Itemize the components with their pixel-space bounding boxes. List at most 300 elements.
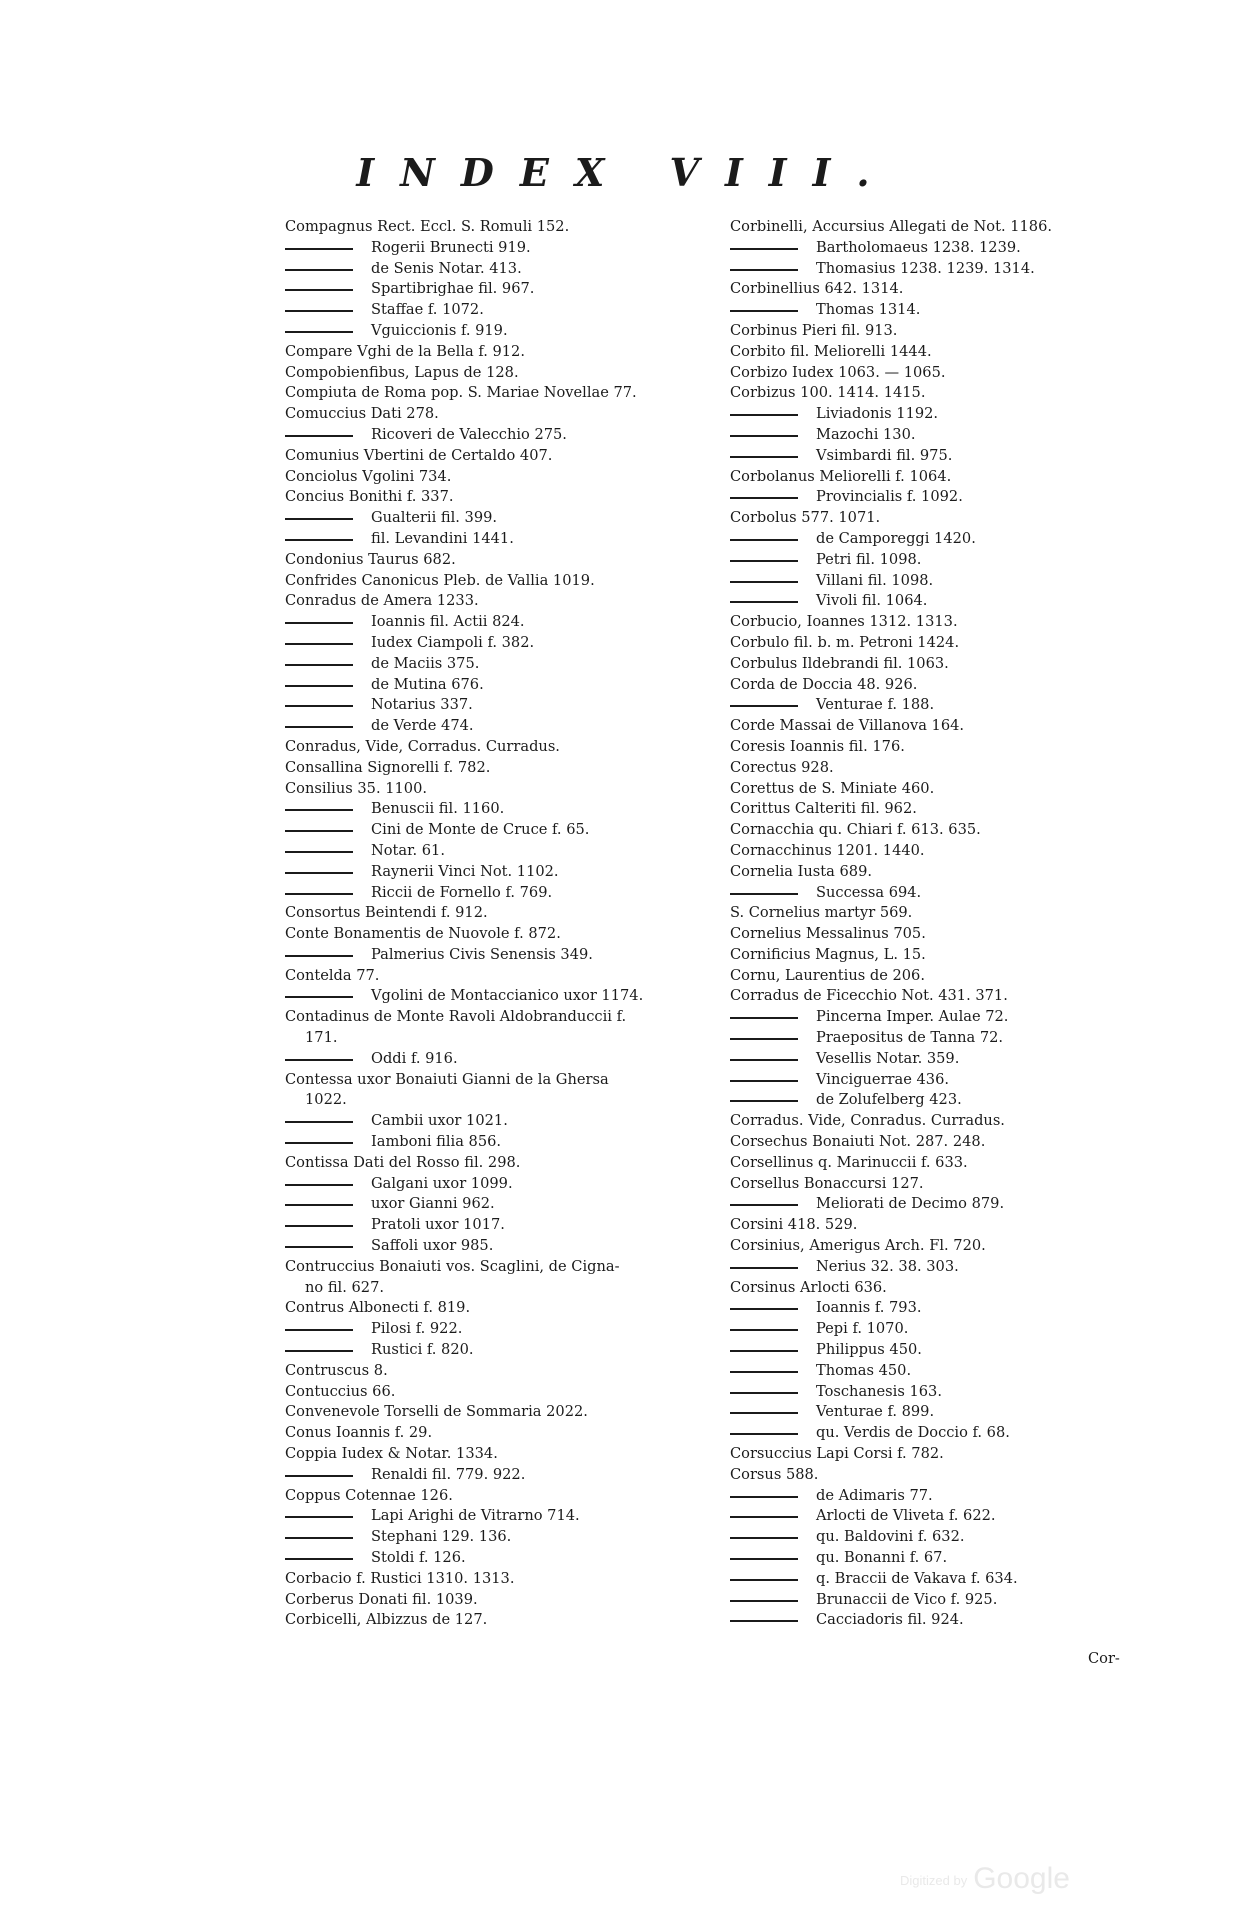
index-entry (730, 1090, 1190, 1111)
index-entry (730, 508, 1190, 529)
index-entry (730, 300, 1190, 321)
index-entry (285, 633, 745, 654)
watermark-prefix: Digitized by (900, 1872, 968, 1888)
index-entry-text: Compare Vghi de la Bella f. 912. (285, 342, 525, 360)
index-entry-text: Conus Ioannis f. 29. (285, 1424, 433, 1442)
index-entry (285, 612, 745, 633)
index-entry-text: S. Cornelius martyr 569. (730, 904, 913, 922)
index-entry-text: Cornificius Magnus, L. 15. (730, 945, 926, 963)
index-entry-text: Vsimbardi fil. 975. (816, 446, 953, 464)
ditto-dash (285, 685, 353, 687)
index-entry (730, 1569, 1190, 1590)
ditto-dash (730, 1329, 798, 1331)
index-entry-text: Vinciguerrae 436. (816, 1070, 949, 1088)
index-entry (285, 529, 745, 550)
ditto-dash (730, 1038, 798, 1040)
index-entry-text: Toschanesis 163. (816, 1382, 942, 1400)
index-entry (730, 737, 1190, 758)
index-entry (285, 1194, 745, 1215)
index-entry-text: Compagnus Rect. Eccl. S. Romuli 152. (285, 218, 570, 235)
ditto-dash (285, 331, 353, 333)
catchword: Cor- (1088, 1650, 1120, 1667)
index-entry-text: Comunius Vbertini de Certaldo 407. (285, 446, 553, 464)
index-entry (285, 841, 745, 862)
index-entry (285, 1402, 745, 1423)
index-entry-text: Renaldi fil. 779. 922. (371, 1465, 526, 1483)
index-entry (730, 799, 1190, 820)
index-entry (285, 986, 745, 1007)
index-entry (730, 945, 1190, 966)
ditto-dash (730, 435, 798, 437)
ditto-dash (730, 601, 798, 603)
index-entry-text: Corittus Calteriti fil. 962. (730, 800, 917, 818)
ditto-dash (730, 1059, 798, 1061)
index-entry-text: 1022. (305, 1091, 347, 1109)
ditto-dash (730, 1620, 798, 1622)
index-entry (730, 1028, 1190, 1049)
index-entry-text: Contruccius Bonaiuti vos. Scaglini, de Cigna- (285, 1257, 620, 1275)
ditto-dash (285, 664, 353, 666)
index-entry (285, 945, 745, 966)
index-entry-text: Contruscus 8. (285, 1361, 388, 1379)
index-entry (730, 1007, 1190, 1028)
index-entry (285, 446, 745, 467)
index-entry-text: Ricoveri de Valecchio 275. (371, 425, 567, 443)
index-entry-text: q. Braccii de Vakava f. 634. (816, 1569, 1018, 1587)
ditto-dash (730, 1350, 798, 1352)
index-entry (730, 1506, 1190, 1527)
index-entry (285, 1423, 745, 1444)
index-entry-text: Contelda 77. (285, 966, 380, 984)
ditto-dash (730, 269, 798, 271)
index-entry (730, 883, 1190, 904)
ditto-dash (285, 1516, 353, 1518)
index-entry (730, 342, 1190, 363)
index-entry-text: Nerius 32. 38. 303. (816, 1257, 959, 1275)
index-entry-text: Corbizus 100. 1414. 1415. (730, 384, 926, 402)
ditto-dash (730, 310, 798, 312)
index-entry-text: Pincerna Imper. Aulae 72. (816, 1008, 1009, 1026)
index-entry-text: Cambii uxor 1021. (371, 1112, 508, 1130)
index-entry-text: Notar. 61. (371, 841, 445, 859)
index-entry-text: Contessa uxor Bonaiuti Gianni de la Ghersa (285, 1070, 609, 1088)
index-entry-text: Iudex Ciampoli f. 382. (371, 633, 535, 651)
index-entry (285, 758, 745, 779)
ditto-dash (285, 872, 353, 874)
ditto-dash (730, 1308, 798, 1310)
index-entry (730, 550, 1190, 571)
index-entry-text: Pilosi f. 922. (371, 1320, 463, 1338)
ditto-dash (730, 1579, 798, 1581)
index-entry-text: Villani fil. 1098. (816, 571, 934, 589)
ditto-dash (730, 1371, 798, 1373)
index-entry-text: Compiuta de Roma pop. S. Mariae Novellae 77. (285, 384, 637, 402)
index-entry (285, 1444, 745, 1465)
index-entry (730, 1215, 1190, 1236)
index-entry-text: de Senis Notar. 413. (371, 259, 522, 277)
index-entry-text: Provincialis f. 1092. (816, 488, 963, 506)
ditto-dash (285, 851, 353, 853)
ditto-dash (730, 1496, 798, 1498)
index-entry-text: Corbinelli, Accursius Allegati de Not. 1186. (730, 218, 1053, 235)
ditto-dash (285, 1204, 353, 1206)
index-entry-text: de Mutina 676. (371, 675, 484, 693)
index-entry-text: Confrides Canonicus Pleb. de Vallia 1019. (285, 571, 595, 589)
index-entry-text: Palmerius Civis Senensis 349. (371, 945, 593, 963)
index-entry (730, 1153, 1190, 1174)
ditto-dash (730, 1267, 798, 1269)
index-entry-text: Corbolus 577. 1071. (730, 509, 881, 527)
index-entry (730, 1610, 1190, 1631)
ditto-dash (285, 539, 353, 541)
index-entry-text: 171. (305, 1029, 338, 1047)
index-entry-text: Consallina Signorelli f. 782. (285, 758, 491, 776)
index-entry (730, 1382, 1190, 1403)
ditto-dash (285, 1558, 353, 1560)
index-entry (285, 1257, 745, 1278)
index-entry (285, 1215, 745, 1236)
ditto-dash (285, 1142, 353, 1144)
index-entry-text: Stoldi f. 126. (371, 1549, 466, 1566)
index-entry (285, 383, 745, 404)
index-entry (730, 612, 1190, 633)
index-entry-text: Corsellus Bonaccursi 127. (730, 1174, 924, 1192)
index-entry (730, 1278, 1190, 1299)
index-entry (730, 591, 1190, 612)
index-entry (285, 675, 745, 696)
index-entry-text: Venturae f. 899. (816, 1403, 935, 1421)
watermark-brand: Google (973, 1862, 1070, 1895)
ditto-dash (285, 1350, 353, 1352)
index-entry-text: Spartibrighae fil. 967. (371, 280, 535, 298)
index-entry-text: Cini de Monte de Cruce f. 65. (371, 821, 590, 839)
index-entry (730, 675, 1190, 696)
index-entry-text: qu. Baldovini f. 632. (816, 1528, 965, 1546)
ditto-dash (285, 435, 353, 437)
index-entry-text: Corbicelli, Albizzus de 127. (285, 1611, 488, 1629)
ditto-dash (285, 1184, 353, 1186)
index-entry-text: Conte Bonamentis de Nuovole f. 872. (285, 925, 561, 943)
index-entry-text: Contrus Albonecti f. 819. (285, 1299, 471, 1317)
index-entry (285, 1028, 745, 1049)
index-entry (730, 986, 1190, 1007)
ditto-dash (285, 289, 353, 291)
index-entry (285, 1132, 745, 1153)
index-entry (730, 862, 1190, 883)
index-entry-text: Notarius 337. (371, 696, 473, 714)
index-entry (285, 467, 745, 488)
index-entry (730, 1194, 1190, 1215)
index-entry-text: Corbinus Pieri fil. 913. (730, 321, 898, 339)
index-entry (730, 654, 1190, 675)
index-entry (730, 1340, 1190, 1361)
index-entry (285, 1049, 745, 1070)
digitized-watermark (900, 1862, 1070, 1896)
index-entry (730, 1174, 1190, 1195)
index-entry-text: Corbucio, Ioannes 1312. 1313. (730, 613, 958, 631)
index-entry-text: Conradus, Vide, Corradus. Curradus. (285, 737, 560, 755)
index-entry-text: Oddi f. 916. (371, 1049, 458, 1067)
index-entry (730, 363, 1190, 384)
index-entry (285, 1070, 745, 1091)
index-entry-text: Mazochi 130. (816, 425, 916, 443)
index-entry-text: de Zolufelberg 423. (816, 1091, 962, 1109)
index-entry-text: Corradus de Ficecchio Not. 431. 371. (730, 987, 1008, 1005)
ditto-dash (730, 1080, 798, 1082)
ditto-dash (285, 248, 353, 250)
index-entry-text: Corbulus Ildebrandi fil. 1063. (730, 654, 949, 672)
index-entry-text: Petri fil. 1098. (816, 550, 922, 568)
index-entry (285, 1278, 745, 1299)
index-entry-text: Successa 694. (816, 883, 922, 901)
index-entry-text: Coppia Iudex & Notar. 1334. (285, 1445, 498, 1463)
index-entry (730, 571, 1190, 592)
index-entry (285, 1548, 745, 1569)
index-entry-text: Raynerii Vinci Not. 1102. (371, 862, 559, 880)
index-entry (285, 1111, 745, 1132)
index-entry (285, 1153, 745, 1174)
index-entry-text: Corbito fil. Meliorelli 1444. (730, 342, 932, 360)
ditto-dash (730, 456, 798, 458)
ditto-dash (285, 1537, 353, 1539)
index-entry-text: Thomasius 1238. 1239. 1314. (816, 259, 1035, 277)
index-entry (285, 321, 745, 342)
index-entry (285, 300, 745, 321)
index-entry-text: Corde Massai de Villanova 164. (730, 717, 965, 735)
index-entry-text: Liviadonis 1192. (816, 405, 939, 423)
index-entry-text: Iamboni filia 856. (371, 1133, 502, 1151)
index-entry (730, 1070, 1190, 1091)
index-entry (730, 924, 1190, 945)
index-entry (285, 924, 745, 945)
index-entry (285, 1590, 745, 1611)
index-entry (730, 446, 1190, 467)
index-entry-text: Corsellinus q. Marinuccii f. 633. (730, 1153, 968, 1171)
index-entry-text: Thomas 450. (816, 1361, 912, 1379)
index-entry-text: Rustici f. 820. (371, 1341, 474, 1359)
index-entry-text: de Verde 474. (371, 717, 474, 735)
ditto-dash (285, 310, 353, 312)
index-entry (285, 1569, 745, 1590)
index-entry (730, 1111, 1190, 1132)
index-entry-text: Corsus 588. (730, 1465, 819, 1483)
index-entry-text: uxor Gianni 962. (371, 1195, 495, 1213)
ditto-dash (730, 581, 798, 583)
index-entry-text: Corda de Doccia 48. 926. (730, 675, 918, 693)
index-entry-text: Cornelius Messalinus 705. (730, 925, 926, 943)
index-column-left (285, 217, 745, 1631)
index-entry-text: Condonius Taurus 682. (285, 550, 456, 568)
index-entry-text: Vivoli fil. 1064. (816, 592, 928, 610)
index-entry-text: Pepi f. 1070. (816, 1320, 909, 1338)
ditto-dash (730, 1600, 798, 1602)
index-entry (285, 1236, 745, 1257)
index-entry (285, 550, 745, 571)
index-entry (730, 1361, 1190, 1382)
index-entry (730, 1132, 1190, 1153)
index-entry (730, 467, 1190, 488)
index-entry-text: Staffae f. 1072. (371, 301, 484, 319)
index-entry-text: Corsini 418. 529. (730, 1216, 858, 1234)
index-entry (730, 1527, 1190, 1548)
index-entry-text: de Maciis 375. (371, 654, 480, 672)
ditto-dash (730, 248, 798, 250)
index-entry-text: Convenevole Torselli de Sommaria 2022. (285, 1403, 588, 1421)
index-entry-text: Conradus de Amera 1233. (285, 592, 479, 610)
index-entry-text: Vesellis Notar. 359. (816, 1049, 960, 1067)
index-entry-text: Corradus. Vide, Conradus. Curradus. (730, 1112, 1005, 1130)
index-entry-text: Pratoli uxor 1017. (371, 1216, 505, 1234)
ditto-dash (285, 705, 353, 707)
index-entry-text: Coresis Ioannis fil. 176. (730, 737, 905, 755)
index-entry (285, 1382, 745, 1403)
index-entry-text: qu. Verdis de Doccio f. 68. (816, 1424, 1010, 1442)
index-entry-text: Cornu, Laurentius de 206. (730, 966, 925, 984)
index-entry-text: Saffoli uxor 985. (371, 1237, 494, 1255)
index-entry (285, 966, 745, 987)
index-entry (285, 259, 745, 280)
index-entry-text: Venturae f. 188. (816, 696, 935, 714)
index-entry (730, 383, 1190, 404)
index-entry (285, 779, 745, 800)
index-entry-text: de Camporeggi 1420. (816, 529, 976, 547)
index-entry-text: Riccii de Fornello f. 769. (371, 883, 553, 901)
index-entry-text: Lapi Arighi de Vitrarno 714. (371, 1507, 580, 1525)
index-entry (285, 571, 745, 592)
ditto-dash (730, 497, 798, 499)
index-entry-text: Ioannis f. 793. (816, 1299, 922, 1317)
index-entry (730, 259, 1190, 280)
ditto-dash (730, 1017, 798, 1019)
index-entry-text: Ioannis fil. Actii 824. (371, 613, 525, 631)
ditto-dash (730, 1537, 798, 1539)
index-entry-text: Cornacchia qu. Chiari f. 613. 635. (730, 821, 981, 839)
ditto-dash (730, 1392, 798, 1394)
index-entry-text: Cornelia Iusta 689. (730, 862, 872, 880)
index-entry (285, 487, 745, 508)
ditto-dash (285, 1475, 353, 1477)
index-entry-text: no fil. 627. (305, 1278, 384, 1296)
index-entry (285, 862, 745, 883)
index-entry-text: Corsinius, Amerigus Arch. Fl. 720. (730, 1237, 986, 1255)
ditto-dash (730, 1433, 798, 1435)
index-entry-text: Cacciadoris fil. 924. (816, 1611, 964, 1629)
index-entry-text: Corsechus Bonaiuti Not. 287. 248. (730, 1133, 986, 1151)
index-entry-text: qu. Bonanni f. 67. (816, 1549, 948, 1566)
index-entry (730, 633, 1190, 654)
index-entry (285, 217, 745, 238)
index-entry (285, 1361, 745, 1382)
index-entry-text: Concius Bonithi f. 337. (285, 488, 454, 506)
index-entry (285, 1319, 745, 1340)
index-entry-text: Philippus 450. (816, 1341, 922, 1359)
ditto-dash (730, 705, 798, 707)
ditto-dash (730, 414, 798, 416)
index-entry-text: Stephani 129. 136. (371, 1528, 512, 1546)
index-entry-text: Contissa Dati del Rosso fil. 298. (285, 1153, 521, 1171)
index-entry (730, 1590, 1190, 1611)
index-entry-text: Gualterii fil. 399. (371, 509, 498, 527)
index-entry (730, 1423, 1190, 1444)
index-entry-text: Corberus Donati fil. 1039. (285, 1590, 478, 1608)
index-entry (730, 529, 1190, 550)
index-entry (285, 695, 745, 716)
index-entry (730, 716, 1190, 737)
index-entry-text: Compobienfibus, Lapus de 128. (285, 363, 519, 381)
index-entry (730, 404, 1190, 425)
index-entry-text: Brunaccii de Vico f. 925. (816, 1590, 998, 1608)
index-entry-text: Corbacio f. Rustici 1310. 1313. (285, 1569, 515, 1587)
index-entry (285, 1527, 745, 1548)
index-entry (730, 779, 1190, 800)
index-entry (285, 1340, 745, 1361)
ditto-dash (285, 1329, 353, 1331)
index-entry (730, 1548, 1190, 1569)
ditto-dash (285, 1059, 353, 1061)
index-entry (730, 1465, 1190, 1486)
index-entry-text: Corsuccius Lapi Corsi f. 782. (730, 1445, 944, 1463)
index-entry (730, 1236, 1190, 1257)
index-entry-text: Conciolus Vgolini 734. (285, 467, 452, 485)
index-entry (285, 654, 745, 675)
index-entry (285, 591, 745, 612)
index-entry-text: Contuccius 66. (285, 1382, 396, 1400)
index-entry (285, 1506, 745, 1527)
index-entry-text: Rogerii Brunecti 919. (371, 238, 531, 256)
ditto-dash (285, 830, 353, 832)
index-entry (285, 1486, 745, 1507)
index-entry-text: Vgolini de Montaccianico uxor 1174. (371, 987, 644, 1005)
ditto-dash (730, 1412, 798, 1414)
ditto-dash (730, 560, 798, 562)
index-entry (285, 279, 745, 300)
index-entry (730, 1402, 1190, 1423)
ditto-dash (285, 893, 353, 895)
index-entry (730, 1319, 1190, 1340)
index-entry-text: Contadinus de Monte Ravoli Aldobranduccii f. (285, 1008, 627, 1026)
index-entry (285, 404, 745, 425)
index-entry (730, 1444, 1190, 1465)
ditto-dash (285, 726, 353, 728)
index-entry (730, 425, 1190, 446)
index-entry-text: Praepositus de Tanna 72. (816, 1029, 1004, 1047)
index-entry (285, 508, 745, 529)
index-entry (730, 487, 1190, 508)
index-entry (730, 695, 1190, 716)
index-entry-text: Corsinus Arlocti 636. (730, 1278, 887, 1296)
index-entry (730, 217, 1190, 238)
ditto-dash (730, 1558, 798, 1560)
index-entry-text: Galgani uxor 1099. (371, 1174, 513, 1192)
ditto-dash (730, 539, 798, 541)
ditto-dash (730, 893, 798, 895)
index-entry-text: Bartholomaeus 1238. 1239. (816, 238, 1021, 256)
index-entry-text: Corbinellius 642. 1314. (730, 280, 904, 298)
index-entry (285, 903, 745, 924)
index-entry (285, 1090, 745, 1111)
index-entry-text: Meliorati de Decimo 879. (816, 1195, 1005, 1213)
ditto-dash (285, 996, 353, 998)
index-entry-text: Comuccius Dati 278. (285, 405, 439, 423)
index-entry (730, 1486, 1190, 1507)
ditto-dash (285, 518, 353, 520)
index-entry (730, 758, 1190, 779)
ditto-dash (285, 622, 353, 624)
index-column-right (730, 217, 1190, 1631)
index-entry (730, 1298, 1190, 1319)
index-entry-text: de Adimaris 77. (816, 1486, 933, 1504)
index-entry (285, 716, 745, 737)
